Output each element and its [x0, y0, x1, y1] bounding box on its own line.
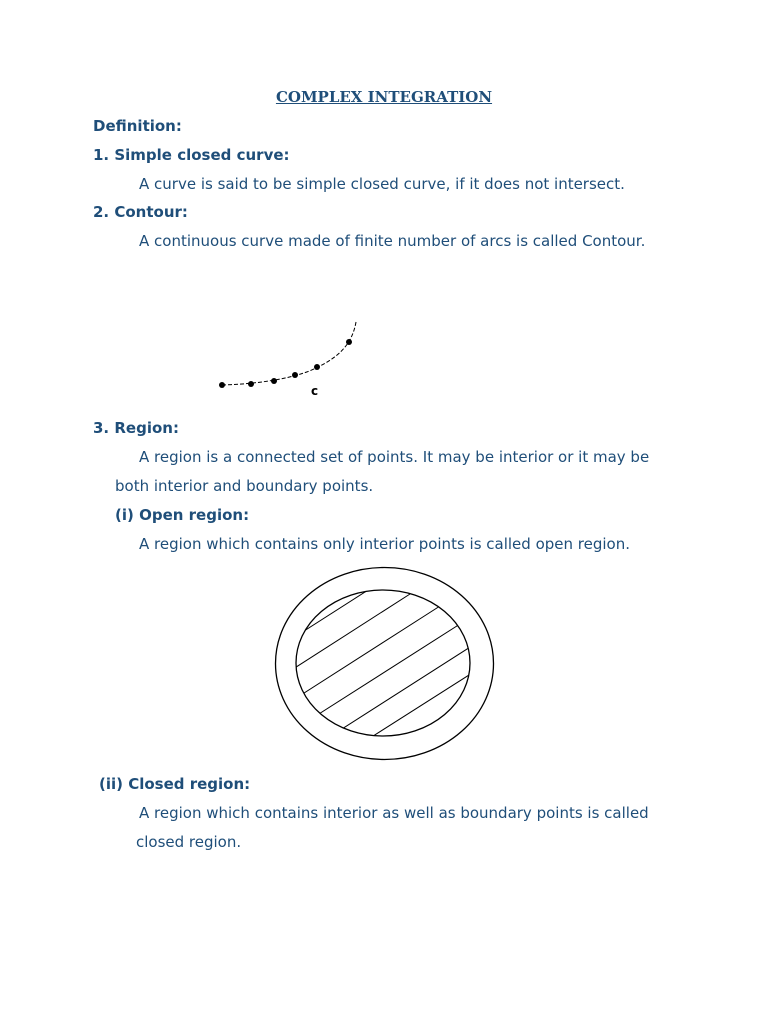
outer-boundary — [276, 568, 494, 760]
closed-region-text-line1: A region which contains interior as well as boundary points is called — [139, 804, 649, 822]
open-region-heading: (i) Open region: — [115, 506, 250, 524]
region-heading: 3. Region: — [93, 419, 179, 437]
page-title: COMPLEX INTEGRATION — [275, 88, 493, 106]
closed-region-heading: (ii) Closed region: — [99, 775, 251, 793]
region-text-line2: both interior and boundary points. — [115, 477, 374, 495]
simple-closed-curve-text: A curve is said to be simple closed curve, if it does not intersect. — [139, 175, 625, 193]
contour-label: c — [311, 384, 319, 398]
open-region-text: A region which contains only interior points is called open region. — [139, 535, 630, 553]
contour-heading: 2. Contour: — [93, 203, 188, 221]
region-text-line1: A region is a connected set of points. It may be interior or it may be — [139, 448, 650, 466]
contour-text: A continuous curve made of finite number of arcs is called Contour. — [139, 232, 646, 250]
closed-region-text-line2: closed region. — [136, 833, 242, 851]
definition-heading: Definition: — [93, 117, 182, 135]
simple-closed-curve-heading: 1. Simple closed curve: — [93, 146, 290, 164]
interior-hatching — [290, 576, 484, 767]
